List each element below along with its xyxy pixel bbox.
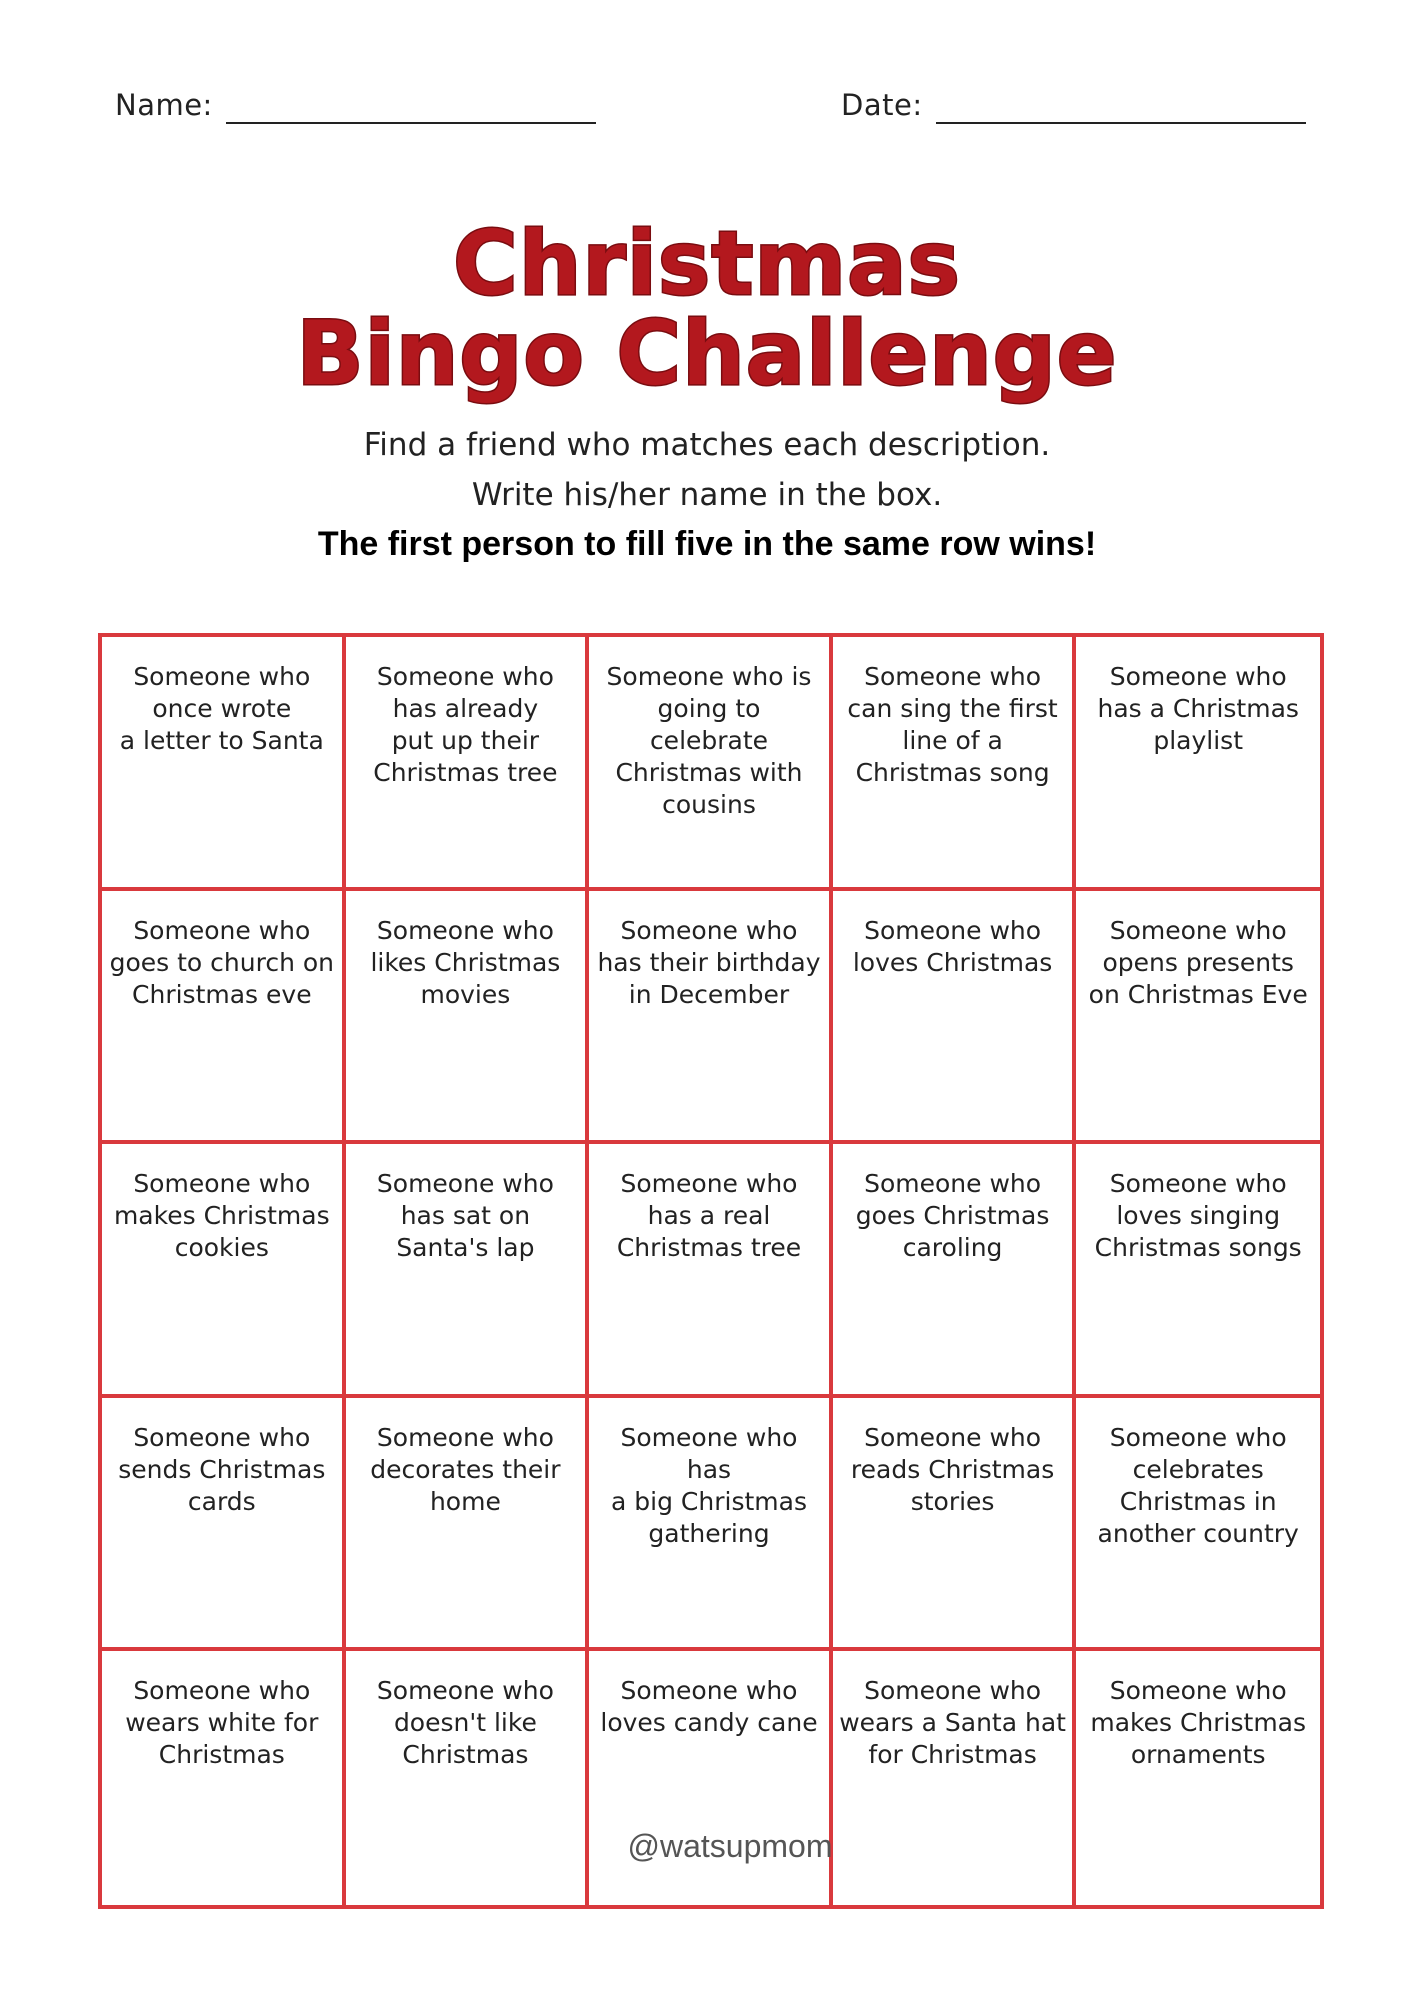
bingo-cell[interactable]: Someone who loves candy cane (589, 1651, 833, 1905)
bingo-cell[interactable]: Someone who has already put up their Christmas tree (346, 637, 590, 891)
date-label: Date: (841, 88, 923, 122)
bingo-cell[interactable]: Someone who loves Christmas (833, 891, 1077, 1145)
page-title-line1: Christmas (453, 212, 961, 315)
name-field[interactable] (226, 122, 596, 124)
bingo-cell[interactable]: Someone who has a real Christmas tree (589, 1144, 833, 1398)
bingo-cell[interactable]: Someone who goes Christmas caroling (833, 1144, 1077, 1398)
bingo-cell[interactable]: Someone who has their birthday in December (589, 891, 833, 1145)
bingo-cell[interactable]: Someone who reads Christmas stories (833, 1398, 1077, 1652)
bingo-cell[interactable]: Someone who once wrote a letter to Santa (102, 637, 346, 891)
bingo-cell[interactable]: Someone who opens presents on Christmas Eve (1076, 891, 1320, 1145)
instruction-line2: Write his/her name in the box. (471, 477, 943, 513)
bingo-cell[interactable]: Someone who is going to celebrate Christmas with cousins (589, 637, 833, 891)
bingo-cell[interactable]: Someone who can sing the first line of a Christmas song (833, 637, 1077, 891)
watermark: @watsupmom (627, 1828, 833, 1864)
bingo-cell[interactable]: Someone who sends Christmas cards (102, 1398, 346, 1652)
instruction-line1: Find a friend who matches each description. (363, 427, 1051, 463)
bingo-grid (98, 633, 1324, 1909)
bingo-cell[interactable]: Someone who likes Christmas movies (346, 891, 590, 1145)
bingo-cell[interactable]: Someone who loves singing Christmas songs (1076, 1144, 1320, 1398)
date-field[interactable] (936, 122, 1306, 124)
bingo-cell[interactable]: Someone who makes Christmas ornaments (1090, 1676, 1307, 1770)
rule-text: The first person to fill five in the same row wins! (317, 525, 1097, 563)
bingo-cell[interactable]: Someone who wears a Santa hat for Christmas (833, 1651, 1077, 1905)
bingo-cell[interactable]: Someone who celebrates Christmas in another country (1076, 1398, 1320, 1652)
bingo-cell[interactable]: Someone who wears white for Christmas (102, 1651, 346, 1905)
bingo-cell[interactable]: Someone who has sat on Santa's lap (346, 1144, 590, 1398)
bingo-cell[interactable]: Someone who decorates their home (346, 1398, 590, 1652)
bingo-cell[interactable]: Someone who has a Christmas playlist (1076, 637, 1320, 891)
page-title-line2: Bingo Challenge (296, 302, 1118, 405)
name-label: Name: (115, 88, 213, 122)
bingo-cell[interactable]: Someone who doesn't like Christmas (346, 1651, 590, 1905)
bingo-cell[interactable]: Someone who makes Christmas cookies (102, 1144, 346, 1398)
bingo-cell[interactable]: Someone who has a big Christmas gathering (589, 1398, 833, 1652)
bingo-cell[interactable]: Someone who goes to church on Christmas eve (102, 891, 346, 1145)
